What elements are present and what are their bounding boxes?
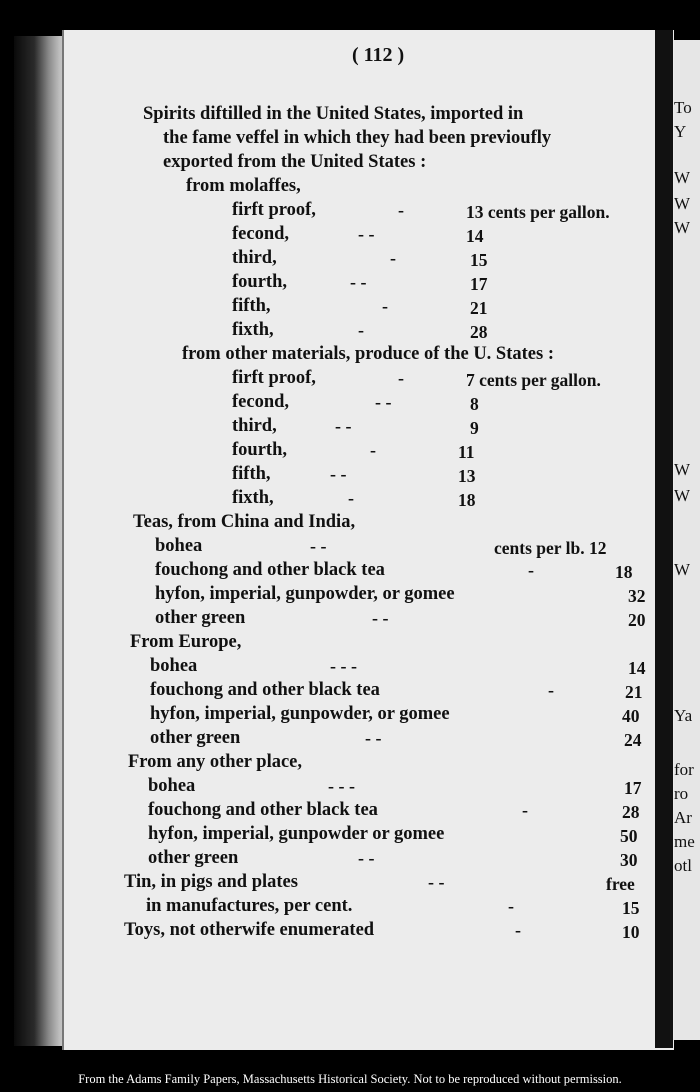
entry-value: 20 xyxy=(628,610,646,630)
facing-page-fragment: W xyxy=(674,486,691,505)
entry-text: fixth, xyxy=(232,488,274,508)
entry-value: 40 xyxy=(622,706,640,726)
facing-page-fragment: otl xyxy=(674,856,692,875)
entry-text: fifth, xyxy=(232,296,271,316)
entry-value: 14 xyxy=(628,658,646,678)
entry-value: 15 xyxy=(622,898,640,918)
entry-value: 24 xyxy=(624,730,642,750)
leader-dash: - - xyxy=(335,416,352,436)
leader-dash: - - xyxy=(358,224,375,244)
leader-dash: - - xyxy=(372,608,389,628)
entry-text: From any other place, xyxy=(128,752,303,772)
entry-value: 7 cents per gallon. xyxy=(466,370,601,390)
entry-value: 30 xyxy=(620,850,638,870)
entry-value: 11 xyxy=(458,442,475,462)
leader-dash: - - xyxy=(375,392,392,412)
entry-value: 13 cents per gallon. xyxy=(466,202,610,222)
entry-text: in manufactures, per cent. xyxy=(146,896,353,916)
permission-footer: From the Adams Family Papers, Massachusetts Historical Society. Not to be reproduced without permission. xyxy=(78,1072,622,1086)
entry-value: 28 xyxy=(622,802,640,822)
entry-text: fixth, xyxy=(232,320,274,340)
entry-text: hyfon, imperial, gunpowder, or gomee xyxy=(155,584,455,604)
leader-dash: - xyxy=(348,488,354,508)
entry-text: bohea xyxy=(155,536,203,556)
entry-text: firft proof, xyxy=(232,368,316,388)
entry-value: 28 xyxy=(470,322,488,342)
leader-dash: - - xyxy=(350,272,367,292)
facing-page-fragment: for xyxy=(674,760,694,779)
entry-value: 17 xyxy=(624,778,642,798)
leader-dash: - xyxy=(358,320,364,340)
leader-dash: - - - xyxy=(328,776,355,796)
entry-value: 15 xyxy=(470,250,488,270)
entry-value: 18 xyxy=(458,490,476,510)
leader-dash: - xyxy=(370,440,376,460)
leader-dash: - xyxy=(398,368,404,388)
leader-dash: - - xyxy=(330,464,347,484)
entry-text: From Europe, xyxy=(130,632,242,652)
entry-value: 50 xyxy=(620,826,638,846)
facing-page-fragment: ro xyxy=(674,784,689,803)
entry-text: hyfon, imperial, gunpowder, or gomee xyxy=(150,704,450,724)
entry-text: the fame veffel in which they had been previoufly xyxy=(163,128,552,148)
entry-value: free xyxy=(606,874,635,894)
entry-text: other green xyxy=(148,848,239,868)
entry-text: third, xyxy=(232,248,277,268)
entry-text: fouchong and other black tea xyxy=(155,560,385,580)
entry-text: Tin, in pigs and plates xyxy=(124,872,298,892)
facing-page-fragment: Ya xyxy=(674,706,693,725)
leader-dash: - xyxy=(390,248,396,268)
entry-text: hyfon, imperial, gunpowder or gomee xyxy=(148,824,445,844)
entry-text: fecond, xyxy=(232,392,290,412)
leader-dash: - xyxy=(528,560,534,580)
entry-text: third, xyxy=(232,416,277,436)
entry-value: 21 xyxy=(470,298,488,318)
leader-dash: - xyxy=(382,296,388,316)
facing-page-fragment: W xyxy=(674,168,691,187)
page-number: ( 112 ) xyxy=(352,44,405,66)
facing-page-fragment: W xyxy=(674,194,691,213)
entry-value: 32 xyxy=(628,586,646,606)
entry-value: 8 xyxy=(470,394,479,414)
entry-value: 9 xyxy=(470,418,479,438)
entry-value: cents per lb. 12 xyxy=(494,538,607,558)
entry-value: 13 xyxy=(458,466,476,486)
entry-value: 21 xyxy=(625,682,643,702)
facing-page xyxy=(672,40,700,1040)
entry-text: fourth, xyxy=(232,440,287,460)
entry-text: from other materials, produce of the U. States : xyxy=(182,344,554,364)
leader-dash: - xyxy=(508,896,514,916)
facing-page-fragment: W xyxy=(674,218,691,237)
entry-text: fecond, xyxy=(232,224,290,244)
entry-value: 14 xyxy=(466,226,484,246)
leader-dash: - - - xyxy=(330,656,357,676)
facing-page-fragment: To xyxy=(674,98,692,117)
leader-dash: - xyxy=(522,800,528,820)
entry-text: fouchong and other black tea xyxy=(148,800,378,820)
entry-value: 10 xyxy=(622,922,640,942)
entry-text: exported from the United States : xyxy=(163,152,427,172)
entry-value: 18 xyxy=(615,562,633,582)
entry-text: fourth, xyxy=(232,272,287,292)
facing-page-fragment: me xyxy=(674,832,695,851)
entry-text: fouchong and other black tea xyxy=(150,680,380,700)
leader-dash: - - xyxy=(358,848,375,868)
facing-page-fragment: Ar xyxy=(674,808,692,827)
entry-text: other green xyxy=(150,728,241,748)
entry-text: bohea xyxy=(150,656,198,676)
entry-text: firft proof, xyxy=(232,200,316,220)
entry-value: 17 xyxy=(470,274,488,294)
facing-page-fragment: W xyxy=(674,560,691,579)
leader-dash: - - xyxy=(310,536,327,556)
entry-text: other green xyxy=(155,608,246,628)
leader-dash: - - xyxy=(428,872,445,892)
page-gutter xyxy=(655,30,673,1048)
entry-text: from molaffes, xyxy=(186,176,301,196)
entry-text: fifth, xyxy=(232,464,271,484)
facing-page-fragment: Y xyxy=(674,122,687,141)
leader-dash: - xyxy=(515,920,521,940)
leader-dash: - xyxy=(398,200,404,220)
entry-text: bohea xyxy=(148,776,196,796)
entry-text: Toys, not otherwife enumerated xyxy=(124,920,375,940)
leader-dash: - - xyxy=(365,728,382,748)
entry-text: Teas, from China and India, xyxy=(133,512,356,532)
facing-page-fragment: W xyxy=(674,460,691,479)
entry-text: Spirits diftilled in the United States, imported in xyxy=(143,104,524,124)
leader-dash: - xyxy=(548,680,554,700)
